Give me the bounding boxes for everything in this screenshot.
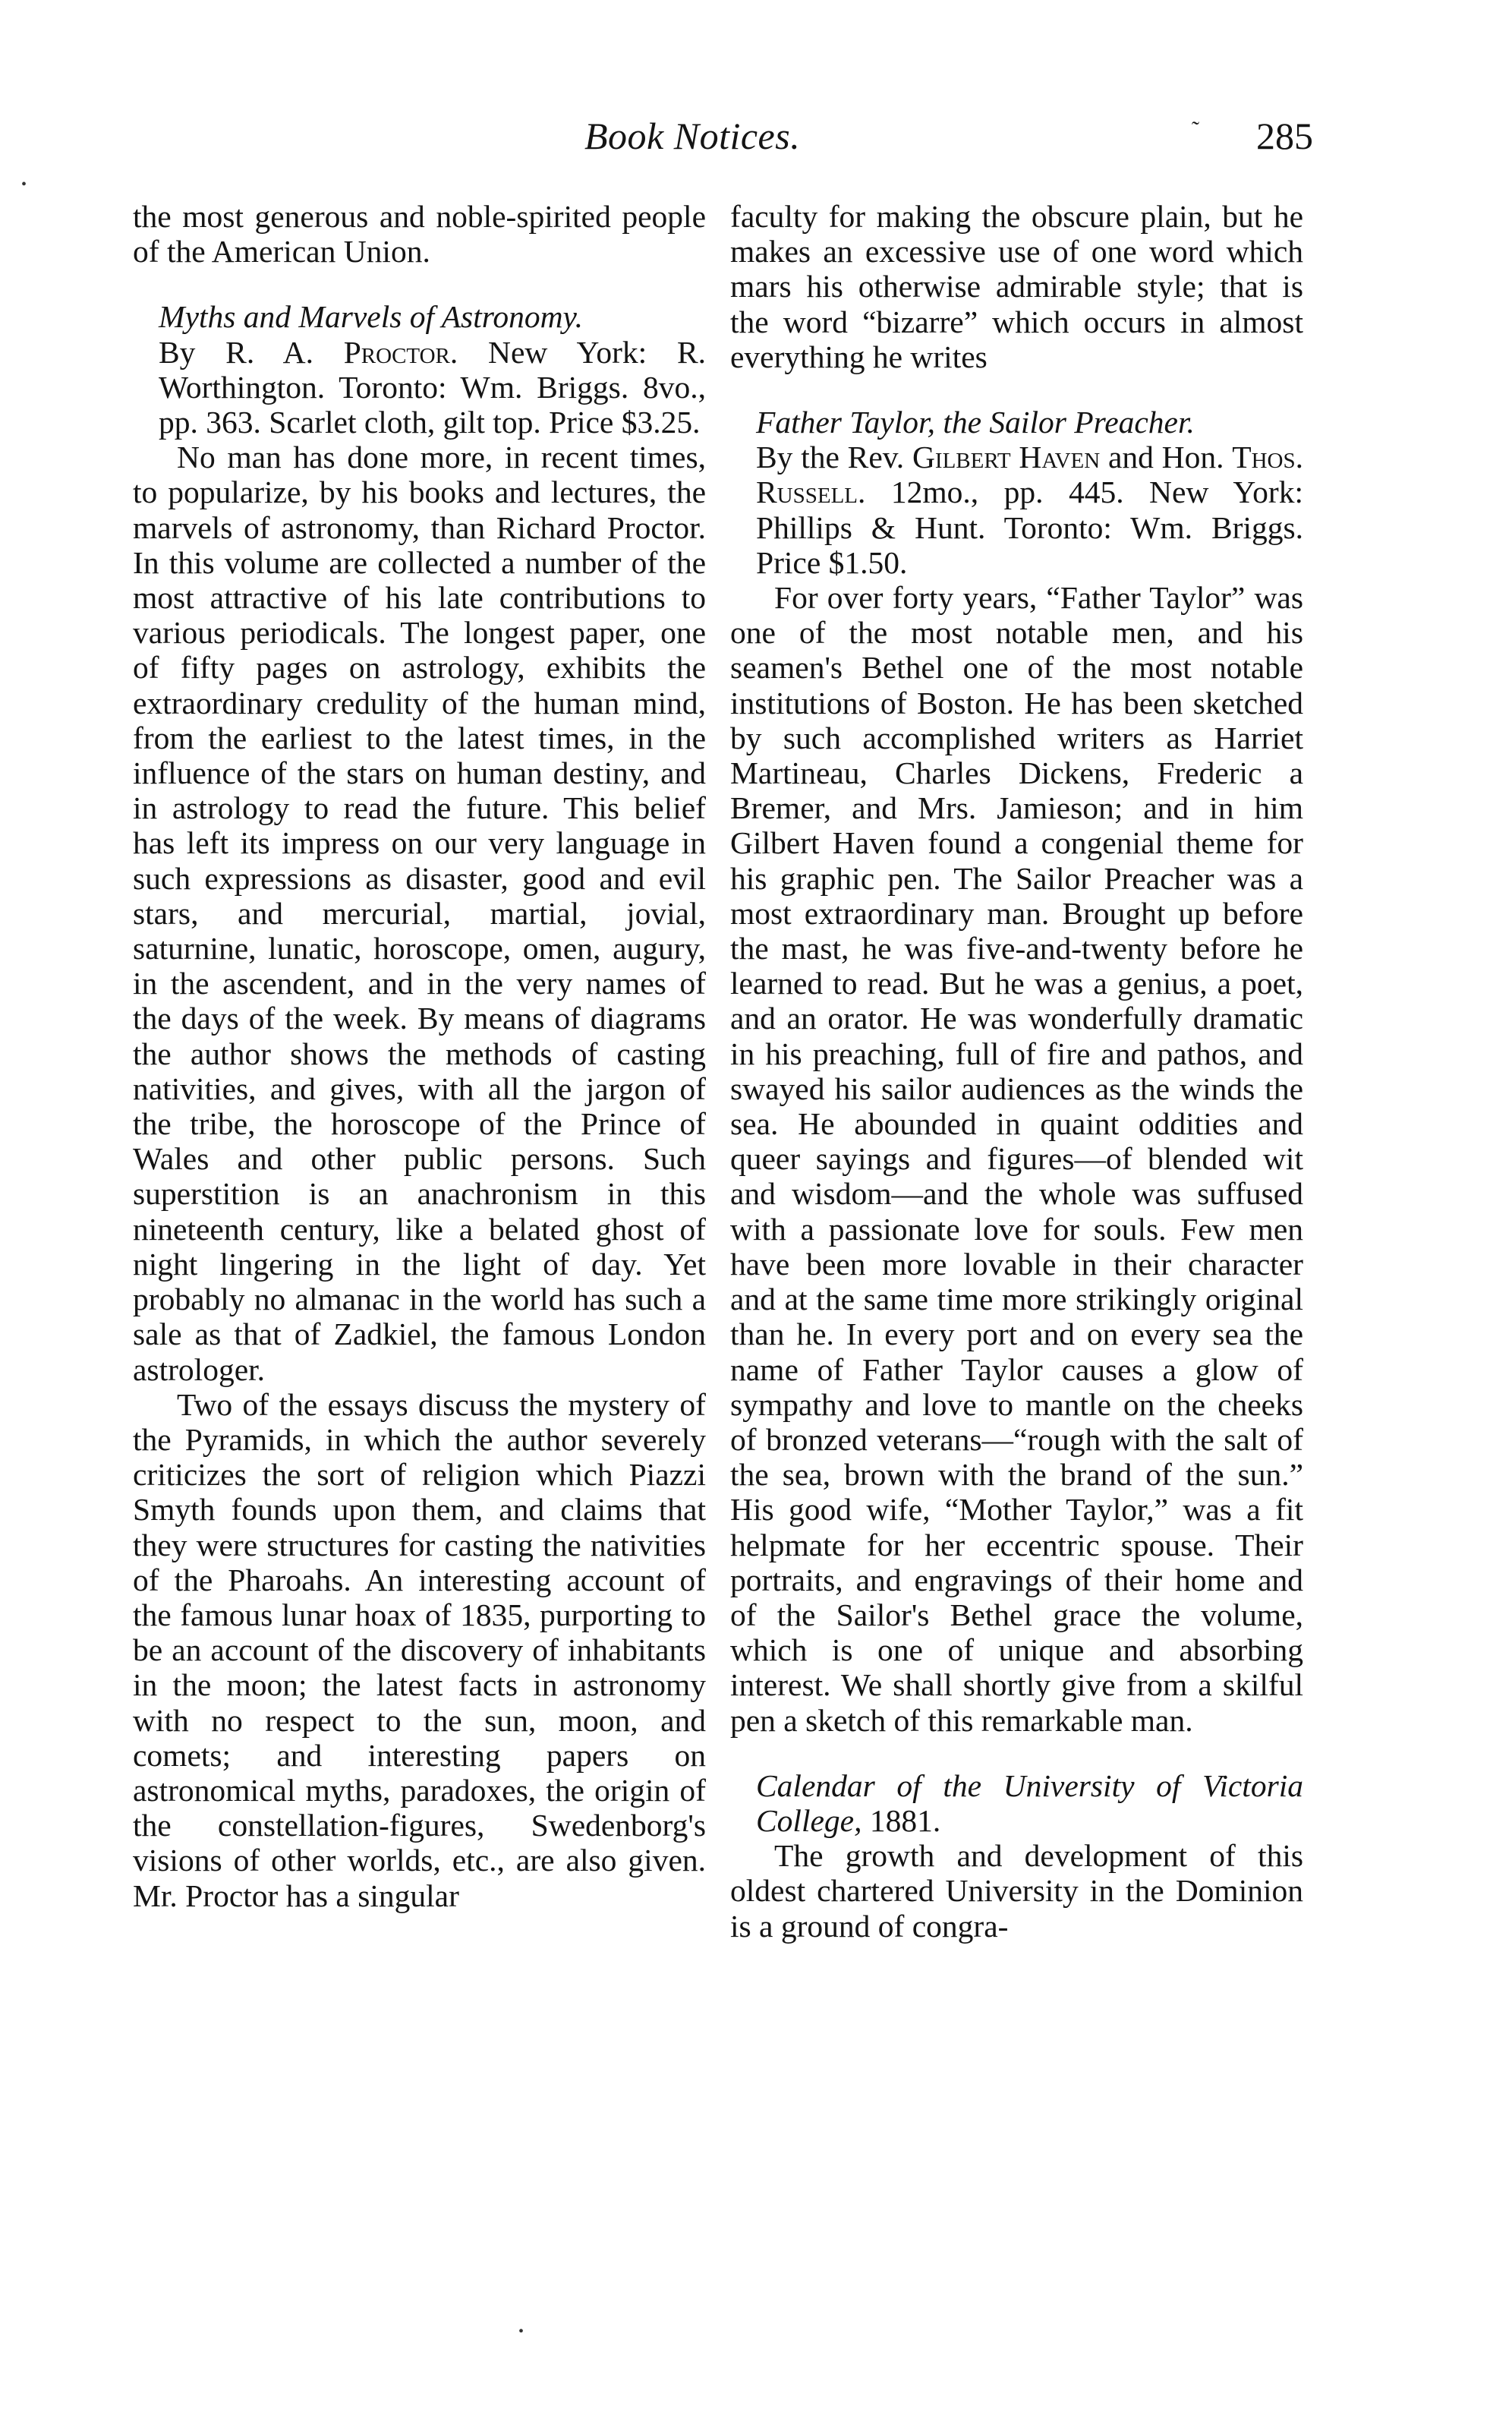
paragraph-continued: faculty for making the obscure plain, but he makes an excessive use of one word which mars his otherwise admirable style; that is the word “bizarre” which occurs in almost everything he writes [730, 199, 1303, 374]
book-notice-citation [730, 1768, 1303, 1838]
margin-mark-bottom: • [518, 2323, 524, 2340]
book-notice-citation [730, 405, 1303, 580]
review-paragraph: No man has done more, in recent times, to popularize, by his books and lectures, the marvels of astronomy, than Richard Proctor. In this volume are collected a number of the most attractive of his late contributions to various periodicals. The longest paper, one of fifty pages on astrology, exhibits the extraordinary credulity of the human mind, from the earliest to the latest times, in the influence of the stars on human destiny, and in astrology to read the future. This belief has left its impress on our very language in such expressions as disaster, good and evil stars, and mercurial, martial, jovial, saturnine, lunatic, horoscope, omen, augury, in the ascendent, and in the very names of the days of the week. By means of diagrams the author shows the methods of casting nativities, and gives, with all the jargon of the tribe, the horoscope of the Prince of Wales and other public persons. Such superstition is an anachronism in this nineteenth century, like a belated ghost of night lingering in the light of day. Yet probably no almanac in the world has such a sale as that of Zadkiel, the famous London astrologer. [133, 440, 706, 1387]
running-head-mark: ˜ [1192, 117, 1199, 142]
byline-prefix: By the Rev. [756, 440, 912, 475]
author-name: Thos. Russell [756, 440, 1303, 510]
book-notice-heading [730, 405, 1303, 580]
left-column [133, 199, 706, 1913]
byline-prefix: By R. A. [159, 334, 344, 370]
review-paragraph: For over forty years, “Father Taylor” was one of the most notable men, and his seamen's Bethel one of the most notable institutions of Boston. He has been sketched by such accomplished writers as Harriet Martineau, Charles Dickens, Frederic a Bremer, and Mrs. Jamieson; and in him Gilbert Haven found a congenial theme for his graphic pen. The Sailor Preacher was a most extraordinary man. Brought up before the mast, he was five-and-twenty before he learned to read. But he was a genius, a poet, and an orator. He was wonderfully dramatic in his preaching, full of fire and pathos, and swayed his sailor audiences as the winds the sea. He abounded in quaint oddities and queer sayings and figures—of blended wit and wisdom—and the whole was suffused with a passionate love for souls. Few men have been more lovable in their character and at the same time more strikingly original than he. In every port and on every sea the name of Father Taylor causes a glow of sympathy and love to mantle on the cheeks of bronzed veterans—“rough with the salt of the sea, brown with the brand of the sun.” His good wife, “Mother Taylor,” was a fit helpmate for her eccentric spouse. Their portraits, and engravings of their home and of the Sailor's Bethel grace the volume, which is one of unique and absorbing interest. We shall shortly give from a skilful pen a sketch of this remarkable man. [730, 580, 1303, 1738]
author-name: Proctor [343, 334, 450, 370]
right-column [730, 199, 1303, 1944]
author-name: Gilbert Haven [912, 440, 1101, 475]
publication-year: 1881. [862, 1802, 941, 1838]
paragraph-continued: the most generous and noble-spirited people of the American Union. [133, 199, 706, 270]
publication-details: . New York: R. Worthington. Toronto: Wm. Briggs. 8vo., pp. 363. Scarlet cloth, gilt top. Price $3.25. [159, 334, 706, 440]
book-title: Calendar of the University of Victoria College, [756, 1767, 1303, 1838]
book-notice-citation [133, 299, 706, 440]
publication-details: . 12mo., pp. 445. New York: Phillips & Hunt. Toronto: Wm. Briggs. Price $1.50. [756, 475, 1303, 580]
running-head [129, 114, 1313, 159]
book-notice-heading [133, 299, 706, 440]
margin-mark-left: • [21, 176, 27, 193]
book-title: Father Taylor, the Sailor Preacher. [756, 405, 1195, 440]
running-title: Book Notices. [584, 115, 801, 157]
review-paragraph: Two of the essays discuss the mystery of the Pyramids, in which the author severely criticizes the sort of religion which Piazzi Smyth founds upon them, and claims that they were structures for casting the nativities of the Pharoahs. An interesting account of the famous lunar hoax of 1835, purporting to be an account of the discovery of inhabitants in the moon; the latest facts in astronomy with no respect to the sun, moon, and comets; and interesting papers on astronomical myths, paradoxes, the origin of the constellation-figures, Swedenborg's visions of other worlds, etc., are also given. Mr. Proctor has a singular [133, 1386, 706, 1913]
page-number: 285 [1256, 115, 1313, 157]
book-title: Myths and Marvels of Astronomy. [159, 299, 584, 335]
book-notice-heading [730, 1768, 1303, 1838]
review-paragraph: The growth and development of this oldest chartered University in the Dominion is a ground of congra- [730, 1838, 1303, 1944]
byline-conjunction: and Hon. [1100, 440, 1233, 475]
